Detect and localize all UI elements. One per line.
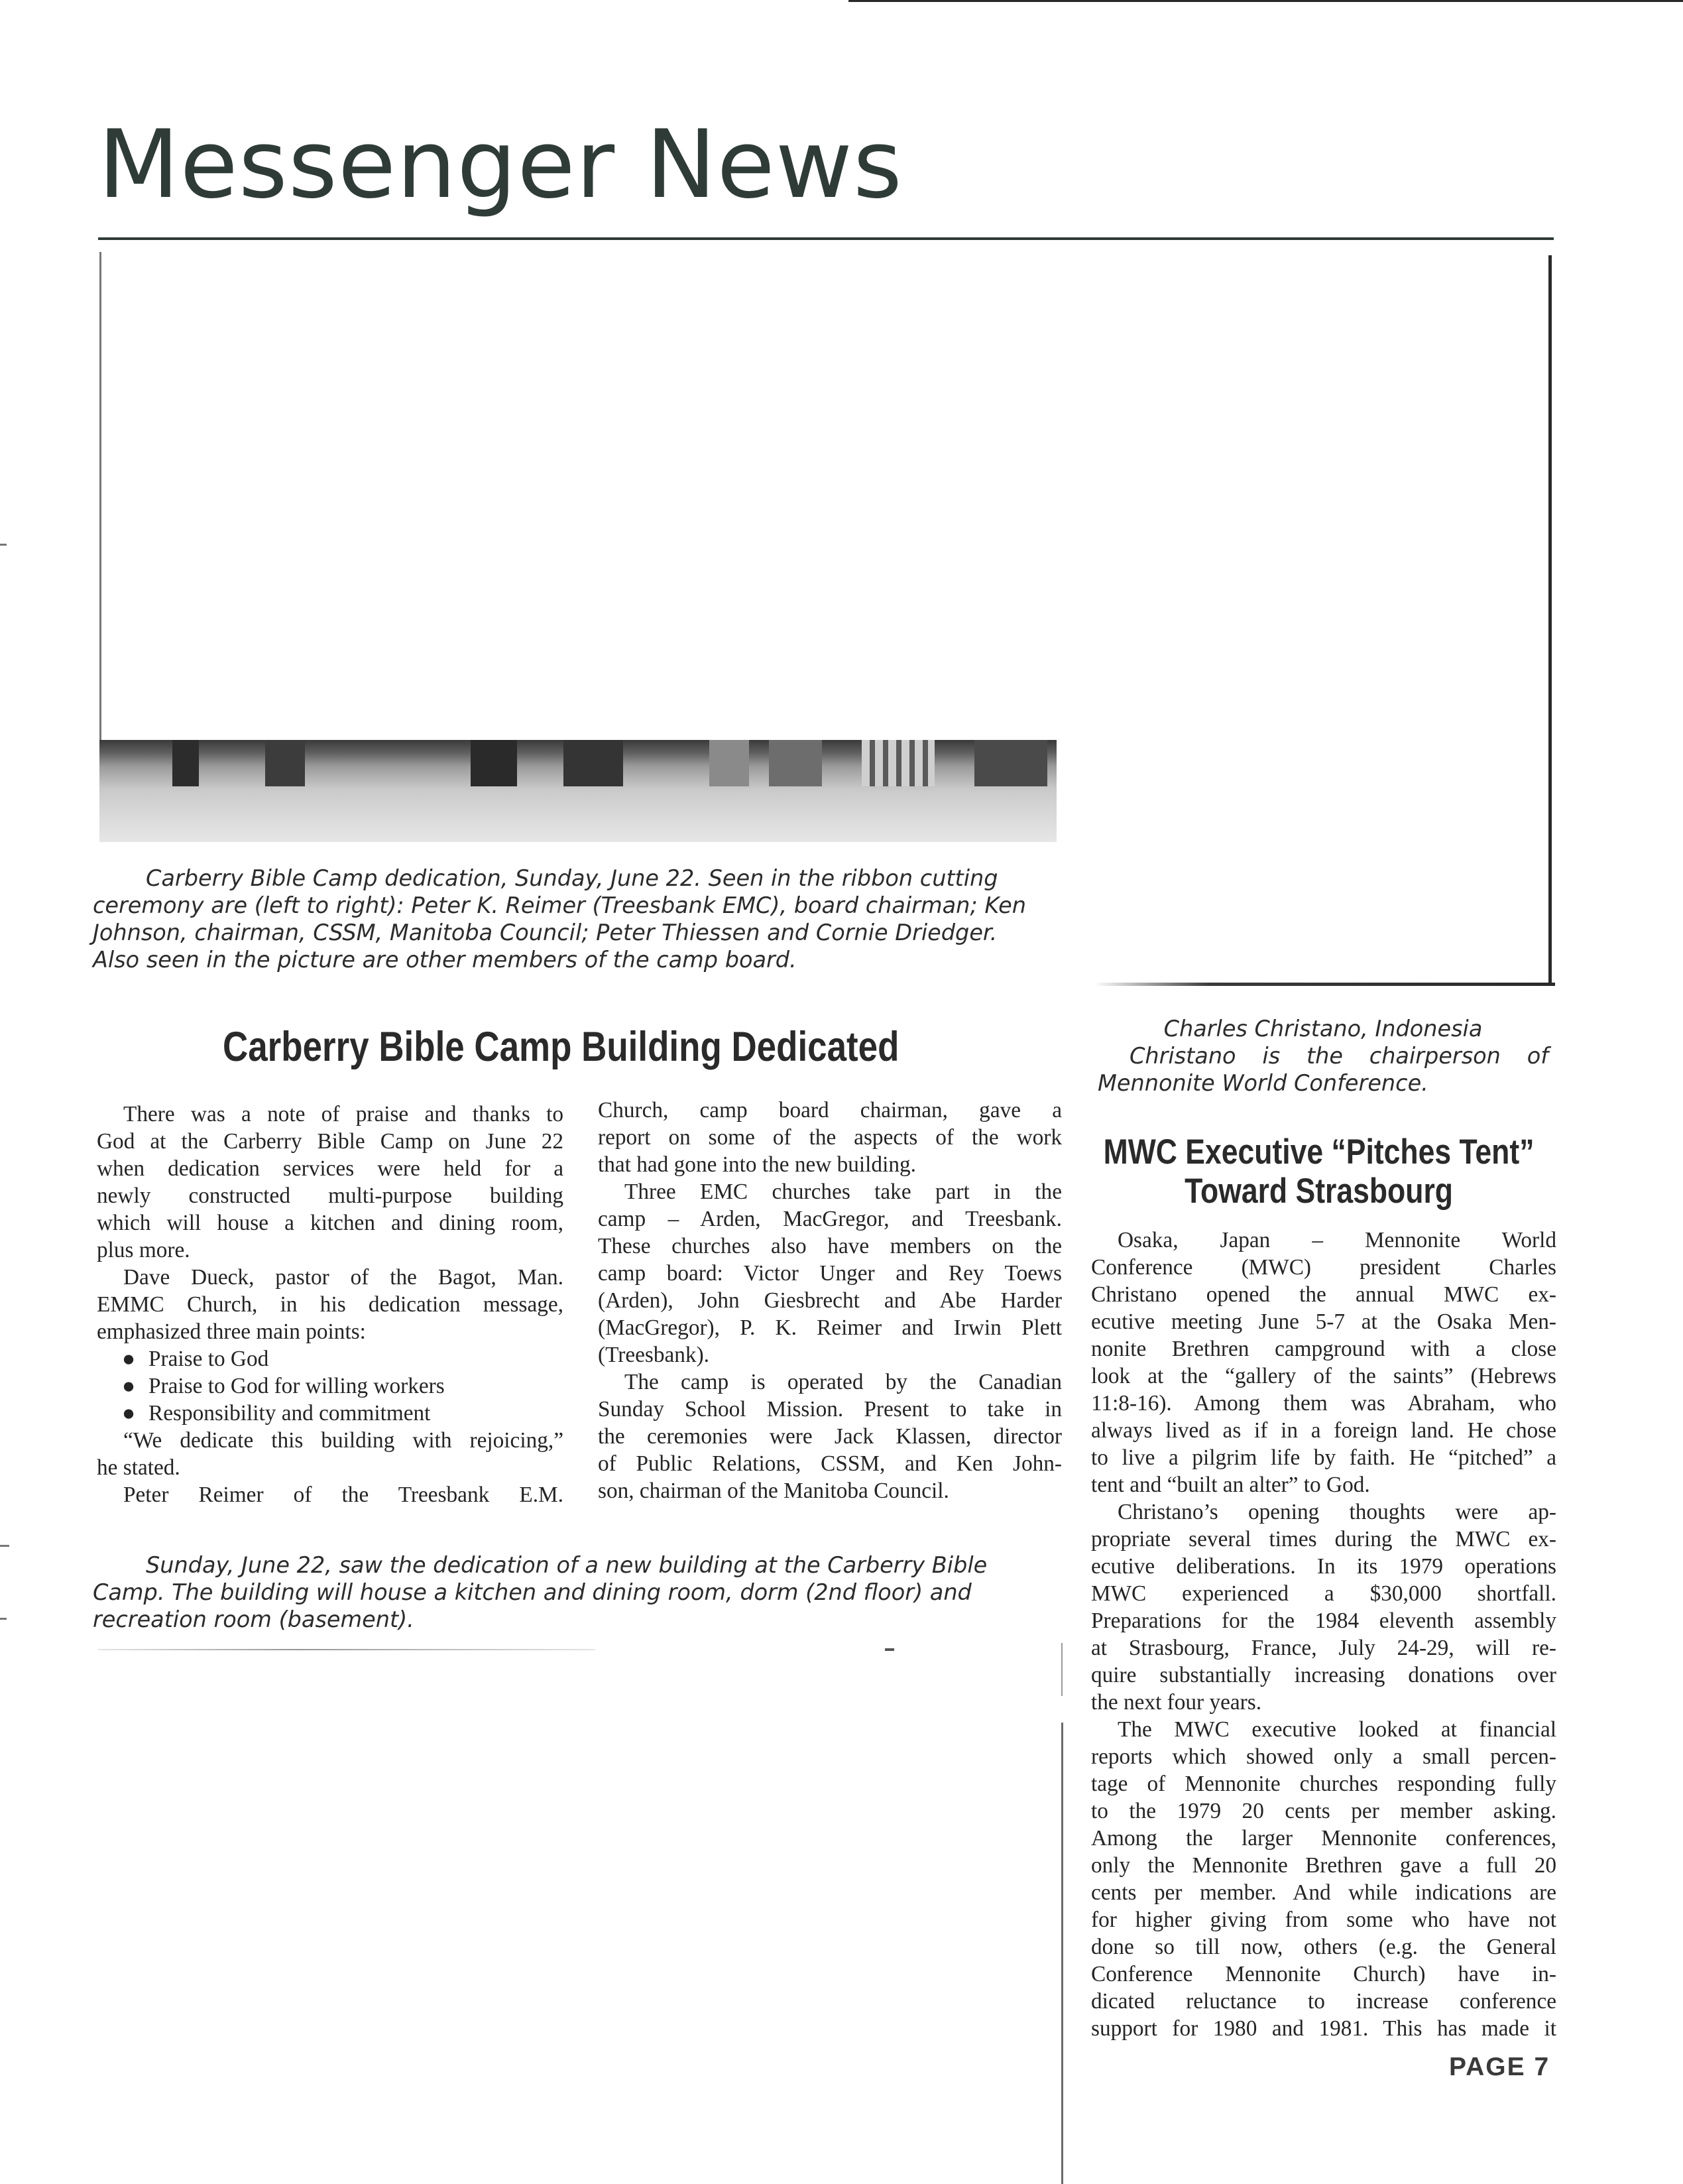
- christano-photo-bottom-rule: [1094, 983, 1555, 986]
- photo-figure-legs: [709, 740, 749, 786]
- body-line: propriate several times during the MWC ex-: [1091, 1527, 1556, 1551]
- column-rule: [1061, 1723, 1063, 2184]
- body-line: (Treesbank).: [598, 1343, 709, 1367]
- body-line: tent and “built an alter” to God.: [1091, 1473, 1370, 1497]
- scan-edge-mark: [0, 1618, 7, 1620]
- body-line: MWC experienced a $30,000 shortfall.: [1091, 1581, 1556, 1606]
- photo-figure-legs: [471, 740, 517, 786]
- bullet-text: Responsibility and commitment: [148, 1401, 431, 1426]
- caption-line: ceremony are (left to right): Peter K. Reimer (Treesbank EMC), board chairman; Ken: [93, 892, 1026, 918]
- body-line: quire substantially increasing donations over: [1091, 1663, 1556, 1687]
- body-line: cents per member. And while indications are: [1091, 1880, 1556, 1905]
- body-line: Christano opened the annual MWC ex-: [1091, 1282, 1556, 1307]
- body-line: (Arden), John Giesbrecht and Abe Harder: [598, 1288, 1062, 1313]
- body-line: reports which showed only a small percen-: [1091, 1744, 1556, 1769]
- bullet-text: Praise to God for willing workers: [148, 1374, 445, 1398]
- photo-figure-legs: [172, 740, 199, 786]
- body-line: tage of Mennonite churches responding fully: [1091, 1772, 1556, 1796]
- body-line: support for 1980 and 1981. This has made it: [1091, 2016, 1556, 2041]
- body-line: God at the Carberry Bible Camp on June 22: [97, 1129, 563, 1154]
- body-line: dicated reluctance to increase conference: [1091, 1989, 1556, 2014]
- bullet-dot-icon: ●: [122, 1401, 136, 1426]
- camp-dedication-photo: [99, 252, 1057, 842]
- photo-caption-dedication: [93, 865, 1061, 973]
- body-line: (MacGregor), P. K. Reimer and Irwin Plett: [598, 1315, 1062, 1340]
- photo-ground-strip: [99, 740, 1057, 842]
- top-edge-rule: [848, 0, 1683, 2]
- body-line: emphasized three main points:: [97, 1319, 366, 1344]
- body-line: for higher giving from some who have not: [1091, 1908, 1556, 1932]
- body-line: which will house a kitchen and dining room,: [97, 1211, 563, 1235]
- body-line: that had gone into the new building.: [598, 1152, 916, 1177]
- headline-line: Toward Strasbourg: [1185, 1172, 1453, 1211]
- body-line: camp board: Victor Unger and Rey Toews: [598, 1261, 1062, 1286]
- body-line: done so till now, others (e.g. the General: [1091, 1935, 1556, 1959]
- bullet-item: [97, 1400, 563, 1427]
- caption-line: Camp. The building will house a kitchen and dining room, dorm (2nd floor) and: [93, 1579, 972, 1605]
- photo-figure-legs: [563, 740, 623, 786]
- body-line: Dave Dueck, pastor of the Bagot, Man.: [123, 1265, 563, 1290]
- masthead-title: Messenger News: [98, 110, 903, 219]
- body-line: Preparations for the 1984 eleventh assembly: [1091, 1608, 1556, 1633]
- body-line: Sunday School Mission. Present to take in: [598, 1397, 1062, 1422]
- body-line: EMMC Church, in his dedication message,: [97, 1292, 563, 1317]
- caption-line: Charles Christano, Indonesia: [1163, 1016, 1483, 1042]
- body-line: son, chairman of the Manitoba Council.: [598, 1479, 949, 1503]
- photo-figure-legs: [974, 740, 1047, 786]
- photo-left-edge: [99, 252, 101, 743]
- body-line: nonite Brethren campground with a close: [1091, 1337, 1556, 1361]
- photo-caption-christano: [1098, 1015, 1548, 1097]
- body-line: 11:8-16). Among them was Abraham, who: [1091, 1391, 1556, 1416]
- article-carberry-column-2: [598, 1097, 1062, 1504]
- column-rule-top: [1061, 1643, 1063, 1696]
- body-line: the next four years.: [1091, 1690, 1262, 1715]
- body-line: ecutive deliberations. In its 1979 operations: [1091, 1554, 1556, 1579]
- body-line: Church, camp board chairman, gave a: [598, 1098, 1062, 1122]
- bullet-item: [97, 1345, 563, 1372]
- photo-figure-legs: [862, 740, 935, 786]
- caption-line: Johnson, chairman, CSSM, Manitoba Council; Peter Thiessen and Cornie Driedger.: [93, 920, 998, 945]
- scan-edge-mark: [0, 544, 7, 546]
- photo-caption-building: [93, 1551, 1061, 1633]
- body-line: look at the “gallery of the saints” (Hebrews: [1091, 1364, 1556, 1388]
- caption-line: Sunday, June 22, saw the dedication of a new building at the Carberry Bible: [146, 1552, 988, 1578]
- body-line: The MWC executive looked at financial: [1118, 1717, 1556, 1742]
- article-headline-mwc: [1091, 1132, 1546, 1211]
- caption-line: recreation room (basement).: [93, 1607, 414, 1632]
- bullet-text: Praise to God: [148, 1347, 269, 1371]
- body-line: Conference (MWC) president Charles: [1091, 1255, 1556, 1280]
- page-number: PAGE 7: [1449, 2053, 1550, 2081]
- article-headline-carberry: Carberry Bible Camp Building Dedicated: [223, 1024, 900, 1070]
- section-divider: [98, 1649, 595, 1650]
- bullet-dot-icon: ●: [122, 1347, 136, 1371]
- body-line: he stated.: [97, 1455, 180, 1480]
- scan-edge-mark: [0, 1545, 9, 1547]
- caption-line: Mennonite World Conference.: [1098, 1070, 1428, 1096]
- body-line: plus more.: [97, 1238, 190, 1262]
- body-line: newly constructed multi-purpose building: [97, 1183, 563, 1208]
- bullet-item: [97, 1372, 563, 1400]
- body-line: The camp is operated by the Canadian: [624, 1370, 1062, 1394]
- caption-line: Carberry Bible Camp dedication, Sunday, June 22. Seen in the ribbon cutting: [146, 865, 998, 891]
- body-line: report on some of the aspects of the work: [598, 1125, 1062, 1150]
- body-line: only the Mennonite Brethren gave a full 20: [1091, 1853, 1556, 1878]
- bullet-dot-icon: ●: [122, 1374, 136, 1398]
- body-line: always lived as if in a foreign land. He chose: [1091, 1418, 1556, 1443]
- body-line: Peter Reimer of the Treesbank E.M.: [123, 1483, 563, 1507]
- body-line: the ceremonies were Jack Klassen, director: [598, 1424, 1062, 1449]
- body-line: at Strasbourg, France, July 24-29, will re-: [1091, 1636, 1556, 1660]
- body-line: Osaka, Japan – Mennonite World: [1118, 1228, 1556, 1252]
- body-line: Among the larger Mennonite conferences,: [1091, 1826, 1556, 1850]
- article-carberry-column-1: [97, 1101, 563, 1508]
- christano-photo: [1094, 255, 1552, 985]
- body-line: “We dedicate this building with rejoicing,”: [123, 1428, 563, 1453]
- body-line: These churches also have members on the: [598, 1234, 1062, 1258]
- masthead-rule: [98, 237, 1554, 240]
- caption-line: Also seen in the picture are other members of the camp board.: [93, 947, 797, 973]
- caption-line: Christano is the chairperson of: [1130, 1043, 1548, 1069]
- body-line: to live a pilgrim life by faith. He “pitched” a: [1091, 1445, 1556, 1470]
- body-line: ecutive meeting June 5-7 at the Osaka Men-: [1091, 1309, 1556, 1334]
- photo-figure-legs: [265, 740, 305, 786]
- headline-line: MWC Executive “Pitches Tent”: [1103, 1132, 1535, 1172]
- body-line: when dedication services were held for a: [97, 1156, 563, 1181]
- body-line: Conference Mennonite Church) have in-: [1091, 1962, 1556, 1986]
- body-line: of Public Relations, CSSM, and Ken John-: [598, 1451, 1062, 1476]
- photo-figure-legs: [769, 740, 822, 786]
- body-line: Christano’s opening thoughts were ap-: [1118, 1500, 1556, 1524]
- body-line: to the 1979 20 cents per member asking.: [1091, 1799, 1556, 1823]
- article-mwc-column: [1091, 1227, 1556, 2042]
- body-line: Three EMC churches take part in the: [624, 1180, 1062, 1204]
- body-line: camp – Arden, MacGregor, and Treesbank.: [598, 1207, 1062, 1231]
- section-divider-mark: [885, 1648, 894, 1651]
- body-line: There was a note of praise and thanks to: [123, 1102, 563, 1126]
